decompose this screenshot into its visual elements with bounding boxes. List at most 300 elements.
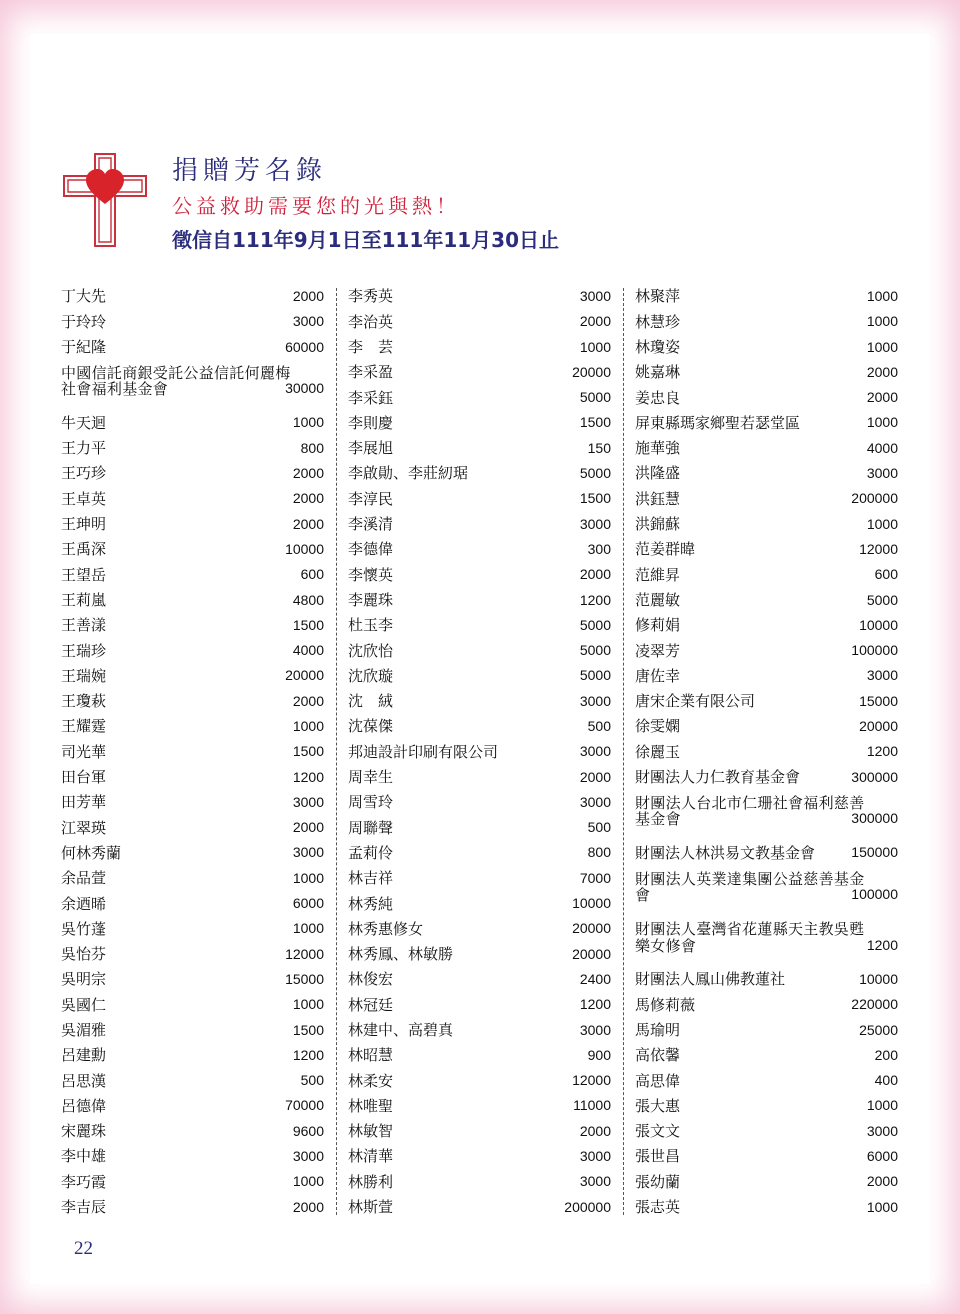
donor-name: 林柔安: [348, 1071, 394, 1090]
donation-amount: 3000: [579, 692, 611, 709]
donation-amount: 600: [874, 566, 898, 583]
donor-row: [635, 613, 898, 638]
donation-amount: 2000: [292, 465, 324, 482]
donor-name: 于紀隆: [61, 337, 107, 356]
donor-row: [348, 461, 611, 486]
donor-name: 林秀純: [348, 894, 394, 913]
donation-amount: 1200: [866, 743, 898, 760]
donor-name: 財團法人林洪易文教基金會: [635, 843, 816, 862]
donor-row: [348, 841, 611, 866]
donation-amount: 1500: [292, 743, 324, 760]
donor-name: 徐雯嫻: [635, 717, 681, 736]
donor-name: 唐佐幸: [635, 666, 681, 685]
donor-row: [635, 765, 898, 790]
donor-name: 徐麗玉: [635, 742, 681, 761]
donor-name: 江翠瑛: [61, 818, 107, 837]
donor-row: [61, 1144, 324, 1169]
donation-amount: 7000: [579, 869, 611, 886]
donor-row: [61, 512, 324, 537]
donor-name: 林敏智: [348, 1122, 394, 1141]
donor-row: [635, 436, 898, 461]
donor-row: [635, 335, 898, 360]
donor-row: [348, 714, 611, 739]
donor-name: 司光華: [61, 742, 107, 761]
donor-name: 王瑞珍: [61, 641, 107, 660]
donor-name: 唐宋企業有限公司: [635, 692, 756, 711]
donation-amount: 100000: [851, 886, 898, 903]
donor-row: [348, 1169, 611, 1194]
donation-amount: 200000: [564, 1198, 611, 1215]
donor-row: [61, 486, 324, 511]
donation-amount: 3000: [579, 1173, 611, 1190]
donor-name: 沈葆傑: [348, 717, 394, 736]
donation-amount: 4800: [292, 591, 324, 608]
donation-amount: 300000: [851, 768, 898, 785]
donor-row: [61, 1018, 324, 1043]
donation-amount: 5000: [579, 465, 611, 482]
donation-amount: 3000: [866, 465, 898, 482]
donor-row: [635, 841, 898, 866]
donor-row: [61, 841, 324, 866]
donor-name: 李治英: [348, 312, 394, 331]
donor-name: 牛天迴: [61, 413, 107, 432]
donation-amount: 2000: [292, 490, 324, 507]
donation-amount: 600: [300, 566, 324, 583]
donation-amount: 3000: [292, 313, 324, 330]
donor-row: [348, 866, 611, 891]
donor-name: 李懷英: [348, 565, 394, 584]
donor-name: 中國信託商銀受託公益信託何麗梅: [61, 363, 291, 382]
donor-name: 呂德偉: [61, 1096, 107, 1115]
donation-amount: 4000: [292, 642, 324, 659]
donor-row: [635, 992, 898, 1017]
donor-row: [348, 1119, 611, 1144]
donation-amount: 20000: [572, 363, 611, 380]
donor-row: [635, 638, 898, 663]
donor-name: 高思偉: [635, 1071, 681, 1090]
donor-row: [635, 385, 898, 410]
donor-name: 范維昇: [635, 565, 681, 584]
donor-name: 田台軍: [61, 768, 107, 787]
donor-name: 林昭慧: [348, 1046, 394, 1065]
donation-amount: 10000: [859, 616, 898, 633]
donation-amount: 1000: [866, 287, 898, 304]
donor-name: 王力平: [61, 439, 107, 458]
donor-name: 沈 絨: [348, 692, 394, 711]
donor-name: 林吉祥: [348, 869, 394, 888]
donor-name: 田芳華: [61, 793, 107, 812]
donation-amount: 60000: [285, 338, 324, 355]
donor-name: 林聚萍: [635, 287, 681, 306]
donation-amount: 2000: [579, 313, 611, 330]
donor-name-continued: 基金會: [635, 810, 681, 829]
donation-amount: 200: [874, 1046, 898, 1063]
donor-name: 丁大先: [61, 287, 107, 306]
donor-name: 林俊宏: [348, 970, 394, 989]
donor-name: 王巧珍: [61, 464, 107, 483]
donor-name: 吳怡芬: [61, 945, 107, 964]
donor-name: 李則慶: [348, 413, 394, 432]
donor-row: [348, 815, 611, 840]
donor-row: [348, 410, 611, 435]
donor-name: 吳竹蓬: [61, 919, 107, 938]
donation-amount: 5000: [579, 642, 611, 659]
donation-amount: 3000: [866, 667, 898, 684]
donor-name: 周聯聲: [348, 818, 394, 837]
donor-row: [348, 1144, 611, 1169]
donor-row: [61, 537, 324, 562]
donor-row: [61, 1094, 324, 1119]
donation-amount: 20000: [572, 920, 611, 937]
donation-amount: 1000: [866, 414, 898, 431]
donor-name: 吳明宗: [61, 970, 107, 989]
donor-name: 王莉嵐: [61, 590, 107, 609]
donor-name: 王望岳: [61, 565, 107, 584]
donation-amount: 3000: [579, 793, 611, 810]
donor-row: [348, 689, 611, 714]
donor-name: 姚嘉琳: [635, 363, 681, 382]
donation-amount: 3000: [579, 1148, 611, 1165]
donor-name: 林唯聖: [348, 1096, 394, 1115]
donor-row: [635, 1195, 898, 1220]
donor-row: [348, 588, 611, 613]
donation-amount: 6000: [866, 1148, 898, 1165]
donor-column-2: [348, 284, 611, 1223]
donor-name: 林清華: [348, 1147, 394, 1166]
donation-amount: 2000: [579, 768, 611, 785]
donation-amount: 1200: [579, 591, 611, 608]
donor-row: [635, 410, 898, 435]
donor-row: [348, 765, 611, 790]
page-title: 捐贈芳名錄: [172, 156, 328, 186]
donation-amount: 3000: [866, 1122, 898, 1139]
donor-name: 于玲玲: [61, 312, 107, 331]
donation-amount: 2000: [866, 389, 898, 406]
donor-name: 洪錦蘇: [635, 515, 681, 534]
donor-name: 范麗敏: [635, 590, 681, 609]
donor-name: 馬修莉薇: [635, 995, 696, 1014]
donor-row: [348, 284, 611, 309]
donation-amount: 500: [300, 1072, 324, 1089]
donor-row: [61, 1068, 324, 1093]
donor-row: [635, 562, 898, 587]
donor-name: 余迺晞: [61, 894, 107, 913]
donor-row: [348, 385, 611, 410]
donor-name: 林慧珍: [635, 312, 681, 331]
donation-amount: 70000: [285, 1097, 324, 1114]
donor-row: [348, 537, 611, 562]
donor-name: 何林秀蘭: [61, 843, 122, 862]
donor-row: [635, 1018, 898, 1043]
donation-amount: 800: [300, 439, 324, 456]
donor-name: 張志英: [635, 1198, 681, 1217]
donor-name-continued: 社會福利基金會: [61, 380, 169, 399]
donor-name: 施華強: [635, 439, 681, 458]
donation-amount: 1200: [292, 1046, 324, 1063]
donor-row: [61, 891, 324, 916]
donor-name: 王瑞婉: [61, 666, 107, 685]
donor-row: [61, 992, 324, 1017]
donor-row: [348, 613, 611, 638]
donor-row: [61, 689, 324, 714]
donation-amount: 2000: [292, 1198, 324, 1215]
donor-name: 馬瑜明: [635, 1021, 681, 1039]
donation-amount: 3000: [292, 793, 324, 810]
donation-amount: 2000: [292, 515, 324, 532]
donor-name: 林瓊姿: [635, 337, 681, 356]
donor-name: 王善漾: [61, 616, 107, 635]
donor-name: 李秀英: [348, 287, 394, 306]
donor-name: 李溪清: [348, 515, 394, 534]
donation-amount: 100000: [851, 642, 898, 659]
donation-amount: 1000: [292, 1173, 324, 1190]
donation-amount: 10000: [285, 540, 324, 557]
donation-amount: 1000: [292, 414, 324, 431]
donor-row: [61, 739, 324, 764]
donor-name: 林勝利: [348, 1172, 394, 1191]
donor-name: 余品萱: [61, 869, 107, 888]
donor-row: [635, 1144, 898, 1169]
donation-amount: 2000: [579, 566, 611, 583]
donor-row: [635, 967, 898, 992]
donation-amount: 5000: [579, 389, 611, 406]
donation-amount: 2400: [579, 970, 611, 987]
donation-amount: 1500: [292, 616, 324, 633]
report-period: 徵信自111年9月1日至111年11月30日止: [172, 228, 559, 252]
donor-name: 林冠廷: [348, 995, 394, 1014]
donor-name: 王珅明: [61, 515, 107, 534]
donation-amount: 150000: [851, 844, 898, 861]
donation-amount: 4000: [866, 439, 898, 456]
donation-amount: 1000: [292, 718, 324, 734]
donor-row: [348, 309, 611, 334]
donor-name: 宋麗珠: [61, 1122, 107, 1141]
donor-row: [61, 967, 324, 992]
donor-row: [61, 613, 324, 638]
donor-row: [348, 1068, 611, 1093]
donor-name: 李 芸: [348, 337, 394, 356]
donor-name: 李巧霞: [61, 1172, 107, 1191]
donor-name: 吳國仁: [61, 995, 107, 1014]
donor-name: 周幸生: [348, 768, 394, 787]
donor-name: 洪鈺慧: [635, 489, 681, 508]
donor-name: 范姜群暐: [635, 540, 696, 559]
donation-amount: 500: [587, 819, 611, 836]
donor-row: [61, 410, 324, 435]
donor-row: [61, 1043, 324, 1068]
donor-name: 李展旭: [348, 439, 394, 458]
donation-amount: 1000: [579, 338, 611, 355]
donor-name: 王卓英: [61, 489, 107, 508]
donor-row: [635, 537, 898, 562]
donor-row: [635, 714, 898, 739]
donor-name: 林秀鳳、林敏勝: [348, 945, 454, 964]
donor-row: [635, 309, 898, 334]
donor-row: [348, 790, 611, 815]
donor-name: 李采鈺: [348, 388, 394, 407]
donor-row: [348, 942, 611, 967]
donation-amount: 3000: [292, 1148, 324, 1165]
donor-name: 高依馨: [635, 1046, 681, 1065]
donation-amount: 300000: [851, 810, 898, 827]
donation-amount: 3000: [579, 743, 611, 760]
donor-row: [635, 461, 898, 486]
donation-amount: 20000: [859, 718, 898, 734]
donor-row: [61, 866, 324, 891]
donor-row: [635, 1094, 898, 1119]
donation-amount: 30000: [285, 380, 324, 397]
donor-row: [348, 360, 611, 385]
donation-amount: 200000: [851, 490, 898, 507]
donor-row: [61, 360, 324, 411]
donor-row: [61, 1119, 324, 1144]
donation-amount: 2000: [292, 692, 324, 709]
donation-amount: 2000: [866, 363, 898, 380]
donation-amount: 2000: [866, 1173, 898, 1190]
donation-amount: 2000: [579, 1122, 611, 1139]
donor-name: 李采盈: [348, 363, 394, 382]
cross-heart-icon: [62, 152, 148, 248]
donor-name: 張世昌: [635, 1147, 681, 1166]
donor-name: 沈欣璇: [348, 666, 394, 685]
donor-row: [348, 638, 611, 663]
donation-amount: 20000: [572, 945, 611, 962]
donor-name: 張文文: [635, 1122, 681, 1141]
donor-name: 林秀惠修女: [348, 919, 424, 938]
donor-name: 李吉辰: [61, 1198, 107, 1217]
donor-name: 張大惠: [635, 1096, 681, 1115]
donor-name: 王耀霆: [61, 717, 107, 736]
donor-row: [348, 663, 611, 688]
donor-name: 呂建勳: [61, 1046, 107, 1065]
donor-name: 凌翠芳: [635, 641, 681, 660]
donor-row: [635, 512, 898, 537]
donation-amount: 20000: [285, 667, 324, 684]
donation-amount: 5000: [866, 591, 898, 608]
donation-amount: 300: [587, 540, 611, 557]
donor-name: 沈欣怡: [348, 641, 394, 660]
donor-row: [635, 739, 898, 764]
donation-amount: 1000: [292, 869, 324, 886]
donation-amount: 1200: [579, 996, 611, 1013]
donor-row: [635, 1119, 898, 1144]
donor-row: [348, 1043, 611, 1068]
donor-column-3: [635, 284, 898, 1223]
donor-name: 姜忠良: [635, 388, 681, 407]
donor-name: 財團法人力仁教育基金會: [635, 768, 801, 787]
donation-amount: 1200: [866, 936, 898, 953]
donor-name: 李啟勛、李莊紉琚: [348, 464, 469, 483]
donation-amount: 1000: [866, 1198, 898, 1215]
donation-amount: 10000: [859, 970, 898, 987]
donor-name: 孟莉伶: [348, 843, 394, 862]
donor-row: [635, 284, 898, 309]
donor-name: 吳湄雅: [61, 1021, 107, 1039]
donor-row: [635, 1068, 898, 1093]
donation-amount: 12000: [859, 540, 898, 557]
donor-name: 財團法人臺灣省花蓮縣天主教吳甦: [635, 920, 865, 939]
donor-row: [61, 588, 324, 613]
column-divider: [336, 288, 337, 1215]
column-divider: [623, 288, 624, 1215]
donor-row: [348, 967, 611, 992]
donor-name: 李中雄: [61, 1147, 107, 1166]
donor-row: [635, 866, 898, 917]
donor-column-1: [61, 284, 324, 1223]
donation-amount: 220000: [851, 996, 898, 1013]
donation-amount: 5000: [579, 616, 611, 633]
donor-row: [348, 335, 611, 360]
donation-amount: 1000: [866, 515, 898, 532]
donor-name-continued: 會: [635, 886, 651, 905]
donor-row: [61, 790, 324, 815]
donor-row: [635, 663, 898, 688]
donation-amount: 2000: [292, 287, 324, 304]
donor-row: [61, 815, 324, 840]
page-number: 22: [74, 1238, 93, 1259]
donor-row: [348, 992, 611, 1017]
donor-name: 杜玉李: [348, 616, 394, 635]
donation-amount: 10000: [572, 895, 611, 912]
donation-amount: 15000: [285, 970, 324, 987]
donor-row: [61, 436, 324, 461]
donor-row: [635, 916, 898, 967]
donation-amount: 800: [587, 844, 611, 861]
donor-row: [348, 739, 611, 764]
donor-row: [635, 360, 898, 385]
donor-row: [61, 916, 324, 941]
donation-amount: 12000: [285, 945, 324, 962]
page-subtitle: 公益救助需要您的光與熱！: [172, 194, 460, 218]
donation-amount: 5000: [579, 667, 611, 684]
donor-name-continued: 樂女修會: [635, 936, 697, 955]
donation-amount: 3000: [579, 1021, 611, 1038]
donor-name: 洪隆盛: [635, 464, 681, 483]
donor-row: [61, 335, 324, 360]
donor-row: [635, 1043, 898, 1068]
donation-amount: 150: [587, 439, 611, 456]
donor-row: [635, 790, 898, 841]
donation-amount: 3000: [579, 515, 611, 532]
donation-amount: 11000: [573, 1097, 611, 1114]
donor-row: [348, 436, 611, 461]
donation-amount: 1500: [579, 490, 611, 507]
donor-name: 李德偉: [348, 540, 394, 559]
donor-row: [635, 1169, 898, 1194]
donor-row: [348, 916, 611, 941]
donation-amount: 400: [874, 1072, 898, 1089]
donation-amount: 6000: [292, 895, 324, 912]
donor-name: 財團法人鳳山佛教蓮社: [635, 970, 786, 989]
donor-row: [348, 1018, 611, 1043]
donor-name: 王瓊萩: [61, 692, 107, 711]
donor-row: [61, 562, 324, 587]
donor-row: [61, 1169, 324, 1194]
donation-amount: 1200: [292, 768, 324, 785]
donor-name: 呂思漢: [61, 1071, 107, 1090]
donor-row: [61, 714, 324, 739]
donor-row: [348, 1195, 611, 1220]
donation-amount: 1000: [292, 920, 324, 937]
donation-amount: 1000: [866, 313, 898, 330]
donor-row: [635, 588, 898, 613]
donor-name: 林建中、高碧真: [348, 1021, 454, 1039]
donor-name: 屏東縣瑪家鄉聖若瑟堂區: [635, 413, 801, 432]
donor-name: 林斯萱: [348, 1198, 394, 1217]
donor-row: [348, 1094, 611, 1119]
donor-row: [61, 942, 324, 967]
donation-amount: 1000: [292, 996, 324, 1013]
